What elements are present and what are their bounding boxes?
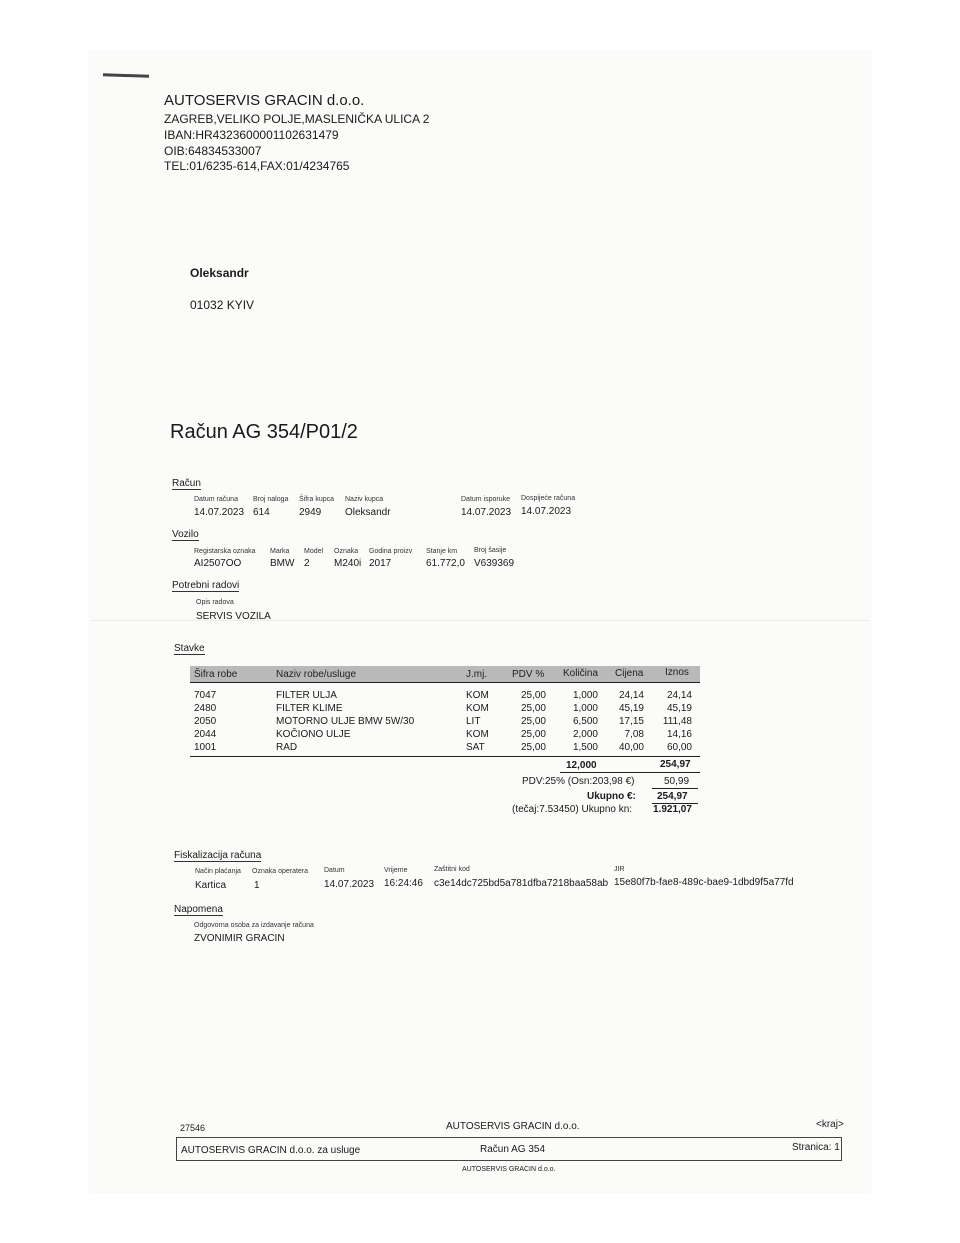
label-model: Model — [304, 548, 324, 555]
company-oib: OIB:64834533007 — [164, 144, 262, 158]
label-zastitni-kod: Zaštitni kod — [434, 866, 470, 873]
col-cijena: Cijena — [615, 668, 644, 679]
pdv-value: 50,99 — [664, 776, 690, 787]
section-fiskalizacija-heading: Fiskalizacija računa — [174, 850, 262, 861]
label-oznaka: Oznaka — [334, 548, 359, 555]
value-opis-radova: SERVIS VOZILA — [196, 611, 271, 622]
section-racun-heading: Račun — [172, 478, 201, 489]
value-oznaka-operatera: 1 — [254, 880, 260, 891]
label-broj-naloga: Broj naloga — [253, 496, 289, 503]
footer-box-right: Stranica: 1 — [792, 1142, 840, 1153]
ukupno-value: 254,97 — [657, 791, 688, 802]
value-oznaka: M240i — [334, 558, 362, 569]
cell-jm: LIT — [466, 716, 481, 727]
ukupno-label: Ukupno €: — [587, 791, 636, 802]
cell-naziv: KOČIONO ULJE — [276, 729, 351, 740]
kn-label: (tečaj:7.53450) Ukupno kn: — [512, 804, 633, 815]
value-sifra-kupca: 2949 — [299, 507, 322, 518]
totals-rule — [560, 772, 700, 773]
label-naziv-kupca: Naziv kupca — [345, 496, 384, 503]
cell-sifra: 2050 — [194, 716, 217, 727]
cell-kolicina: 6,500 — [572, 716, 598, 727]
cell-pdv: 25,00 — [520, 729, 546, 740]
cell-iznos: 14,16 — [666, 729, 692, 740]
cell-jm: KOM — [466, 690, 489, 701]
value-jir: 15e80f7b-fae8-489c-bae9-1dbd9f5a77fd — [614, 877, 794, 888]
cell-sifra: 2480 — [194, 703, 217, 714]
total-quantity: 12,000 — [566, 760, 597, 771]
label-oznaka-operatera: Oznaka operatera — [252, 868, 309, 875]
label-reg-oznaka: Registarska oznaka — [194, 548, 256, 555]
kn-value: 1.921,07 — [653, 804, 692, 815]
footer-code: 27546 — [180, 1123, 206, 1133]
label-opis-radova: Opis radova — [196, 599, 234, 606]
section-stavke-heading: Stavke — [174, 643, 205, 654]
label-jir: JIR — [614, 866, 625, 873]
value-broj-sasije: V639369 — [474, 558, 515, 569]
cell-iznos: 60,00 — [666, 742, 692, 753]
value-naziv-kupca: Oleksandr — [345, 507, 391, 518]
value-broj-naloga: 614 — [253, 507, 270, 518]
label-broj-sasije: Broj šasije — [474, 547, 507, 554]
label-datum-isporuke: Datum isporuke — [461, 496, 511, 503]
items-bottom-rule — [190, 756, 700, 757]
label-dospijece: Dospijeće računa — [521, 495, 576, 502]
value-godina: 2017 — [369, 558, 392, 569]
cell-sifra: 7047 — [194, 690, 217, 701]
company-name: AUTOSERVIS GRACIN d.o.o. — [164, 92, 365, 109]
invoice-paper — [90, 52, 870, 1192]
label-odgovorna-osoba: Odgovorna osoba za izdavanje računa — [194, 922, 314, 929]
cell-kolicina: 1,500 — [572, 742, 598, 753]
label-marka: Marka — [270, 548, 290, 555]
cell-naziv: RAD — [276, 742, 298, 753]
cell-cijena: 40,00 — [618, 742, 644, 753]
footer-kraj: <kraj> — [816, 1119, 844, 1130]
value-odgovorna-osoba: ZVONIMIR GRACIN — [194, 933, 285, 944]
cell-jm: KOM — [466, 703, 489, 714]
label-stanje-km: Stanje km — [426, 548, 458, 555]
label-datum-racuna: Datum računa — [194, 496, 238, 503]
label-vrijeme: Vrijeme — [384, 867, 408, 874]
invoice-title: Račun AG 354/P01/2 — [170, 421, 358, 443]
section-vozilo-heading: Vozilo — [172, 529, 199, 540]
value-stanje-km: 61.772,0 — [426, 558, 465, 569]
customer-name: Oleksandr — [190, 266, 249, 280]
cell-sifra: 1001 — [194, 742, 217, 753]
footer-box-left: AUTOSERVIS GRACIN d.o.o. za usluge — [181, 1145, 361, 1156]
cell-sifra: 2044 — [194, 729, 217, 740]
cell-kolicina: 1,000 — [572, 690, 598, 701]
cell-naziv: FILTER ULJA — [276, 690, 337, 701]
value-dospijece: 14.07.2023 — [521, 506, 572, 517]
value-reg-oznaka: AI2507OO — [194, 558, 242, 569]
cell-iznos: 111,48 — [662, 716, 692, 727]
cell-kolicina: 2,000 — [572, 729, 598, 740]
label-datum: Datum — [324, 867, 345, 874]
label-godina: Godina proizv — [369, 548, 413, 555]
cell-naziv: FILTER KLIME — [276, 703, 343, 714]
value-nacin-placanja: Kartica — [195, 880, 227, 891]
cell-pdv: 25,00 — [520, 716, 546, 727]
col-pdv: PDV % — [512, 669, 545, 680]
cell-cijena: 17,15 — [618, 716, 644, 727]
cell-cijena: 7,08 — [624, 729, 644, 740]
value-model: 2 — [304, 558, 310, 569]
value-datum-racuna: 14.07.2023 — [194, 507, 245, 518]
cell-jm: SAT — [466, 742, 485, 753]
section-radovi-heading: Potrebni radovi — [172, 580, 240, 591]
company-tel: TEL:01/6235-614,FAX:01/4234765 — [164, 159, 350, 173]
footer-box-center: Račun AG 354 — [480, 1144, 546, 1155]
pdv-rule — [652, 788, 698, 789]
footer-company: AUTOSERVIS GRACIN d.o.o. — [446, 1121, 580, 1132]
company-address: ZAGREB,VELIKO POLJE,MASLENIČKA ULICA 2 — [164, 112, 430, 126]
col-iznos: Iznos — [665, 667, 689, 678]
value-datum: 14.07.2023 — [324, 879, 375, 890]
cell-naziv: MOTORNO ULJE BMW 5W/30 — [276, 716, 415, 727]
cell-jm: KOM — [466, 729, 489, 740]
label-sifra-kupca: Šifra kupca — [299, 496, 335, 503]
cell-kolicina: 1,000 — [572, 703, 598, 714]
value-datum-isporuke: 14.07.2023 — [461, 507, 512, 518]
customer-city: 01032 KYIV — [190, 298, 255, 312]
footer-bottom: AUTOSERVIS GRACIN d.o.o. — [462, 1166, 556, 1173]
col-naziv: Naziv robe/usluge — [276, 669, 357, 680]
value-zastitni-kod: c3e14dc725bd5a781dfba7218baa58ab — [434, 878, 609, 889]
cell-pdv: 25,00 — [520, 703, 546, 714]
col-sifra-robe: Šifra robe — [194, 669, 238, 680]
cell-iznos: 45,19 — [666, 703, 692, 714]
cell-iznos: 24,14 — [666, 690, 692, 701]
col-jm: J.mj. — [466, 669, 488, 680]
cell-cijena: 45,19 — [618, 703, 644, 714]
label-nacin-placanja: Način plaćanja — [195, 868, 241, 875]
cell-pdv: 25,00 — [520, 690, 546, 701]
total-amount: 254,97 — [660, 759, 691, 770]
value-vrijeme: 16:24:46 — [384, 878, 423, 889]
company-iban: IBAN:HR4323600001102631479 — [164, 128, 339, 142]
cell-pdv: 25,00 — [520, 742, 546, 753]
value-marka: BMW — [270, 558, 295, 569]
section-napomena-heading: Napomena — [174, 904, 223, 915]
cell-cijena: 24,14 — [618, 690, 644, 701]
col-kolicina: Količina — [563, 668, 599, 679]
pdv-label: PDV:25% (Osn:203,98 €) — [522, 776, 635, 787]
